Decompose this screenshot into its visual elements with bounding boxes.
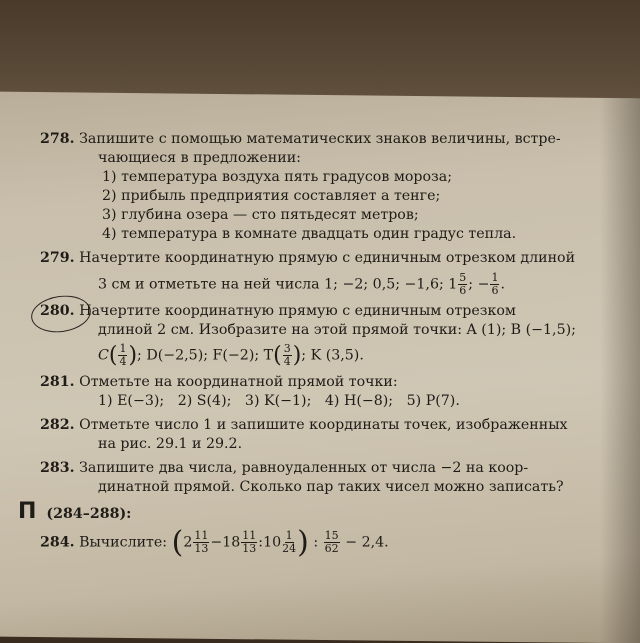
- list-item: 4) температура в комнате двадцать один градус тепла.: [102, 226, 517, 242]
- problem-text: Отметьте число 1 и запишите координаты точек, изображенных: [79, 417, 568, 433]
- problem-number: 279.: [40, 250, 75, 266]
- problem-281: [40, 373, 600, 411]
- problem-number: 280.: [40, 303, 75, 319]
- problem-number: 281.: [40, 374, 75, 390]
- problem-280: 280. Начертите координатную прямую с единичным отрезком длиной 2 см. Изобразите на этой прямой точки: A (1); B (−1,5); C( $\frac{1}{4}$ ); D(−2,5); F(−2); T( $\frac{3}{4}$ ); K (3,5).: [40, 302, 600, 368]
- problem-text: длиной 2 см. Изобразите на этой прямой точки: A (1); B (−1,5);: [98, 322, 576, 338]
- fraction: $\frac{1}{6}$: [491, 271, 499, 297]
- problem-text: Запишите два числа, равноудаленных от числа −2 на коор-: [79, 460, 529, 476]
- problem-text: Начертите координатную прямую с единичным отрезком длиной: [79, 250, 576, 266]
- problem-278: [40, 130, 600, 244]
- problem-text: Запишите с помощью математических знаков величины, встре-: [79, 131, 561, 147]
- problem-text: Отметьте на координатной прямой точки:: [79, 374, 398, 390]
- fraction: $\frac{3}{4}$: [283, 342, 291, 368]
- problem-text: Начертите координатную прямую с единичным отрезком: [79, 303, 516, 319]
- section-header: [18, 499, 600, 524]
- problem-text: динатной прямой. Сколько пар таких чисел можно записать?: [98, 479, 564, 495]
- list-item: 2) прибыль предприятия составляет a тенге;: [102, 188, 441, 204]
- problem-284: 284. Вычислите: (2 $\frac{11}{13}$ −18 $\frac{11}{13}$ :10 $\frac{1}{24}$ ) : $\frac{15}{62}$ − 2,4.: [40, 525, 389, 560]
- fraction: $\frac{1}{4}$: [119, 342, 127, 368]
- problem-282: [40, 416, 600, 454]
- list-item: 1) температура воздуха пять градусов мороза;: [102, 169, 453, 185]
- problem-text: чающиеся в предложении:: [98, 150, 301, 166]
- list-item: 3) глубина озера — сто пятьдесят метров;: [102, 207, 419, 223]
- fraction: $\frac{5}{6}$: [459, 271, 467, 297]
- problem-text: 3 см и отметьте на ней числа 1; −2; 0,5; −1,6; 1: [98, 276, 458, 293]
- problem-283: [40, 459, 600, 497]
- problem-number: 283.: [40, 460, 75, 476]
- problem-279: 279. Начертите координатную прямую с единичным отрезком длиной 3 см и отметьте на ней числа 1; −2; 0,5; −1,6; 1 $\frac{5}{6}$ ; − $\frac{1}{6}$ .: [40, 250, 576, 297]
- problem-number: 284.: [40, 534, 75, 551]
- fraction: $\frac{11}{13}$: [242, 529, 257, 555]
- fraction: $\frac{15}{62}$: [324, 529, 339, 555]
- problem-number: 278.: [40, 131, 75, 147]
- problem-text: 1) E(−3); 2) S(4); 3) K(−1); 4) H(−8); 5) P(7).: [98, 393, 460, 409]
- fraction: $\frac{1}{24}$: [282, 529, 297, 555]
- section-range: (284–288):: [46, 506, 132, 522]
- page-text: [18, 130, 600, 560]
- problem-number: 282.: [40, 417, 75, 433]
- section-mark: П: [18, 499, 37, 524]
- problem-text: Вычислите:: [79, 534, 168, 551]
- problem-text: на рис. 29.1 и 29.2.: [98, 436, 243, 452]
- fraction: $\frac{11}{13}$: [194, 529, 209, 555]
